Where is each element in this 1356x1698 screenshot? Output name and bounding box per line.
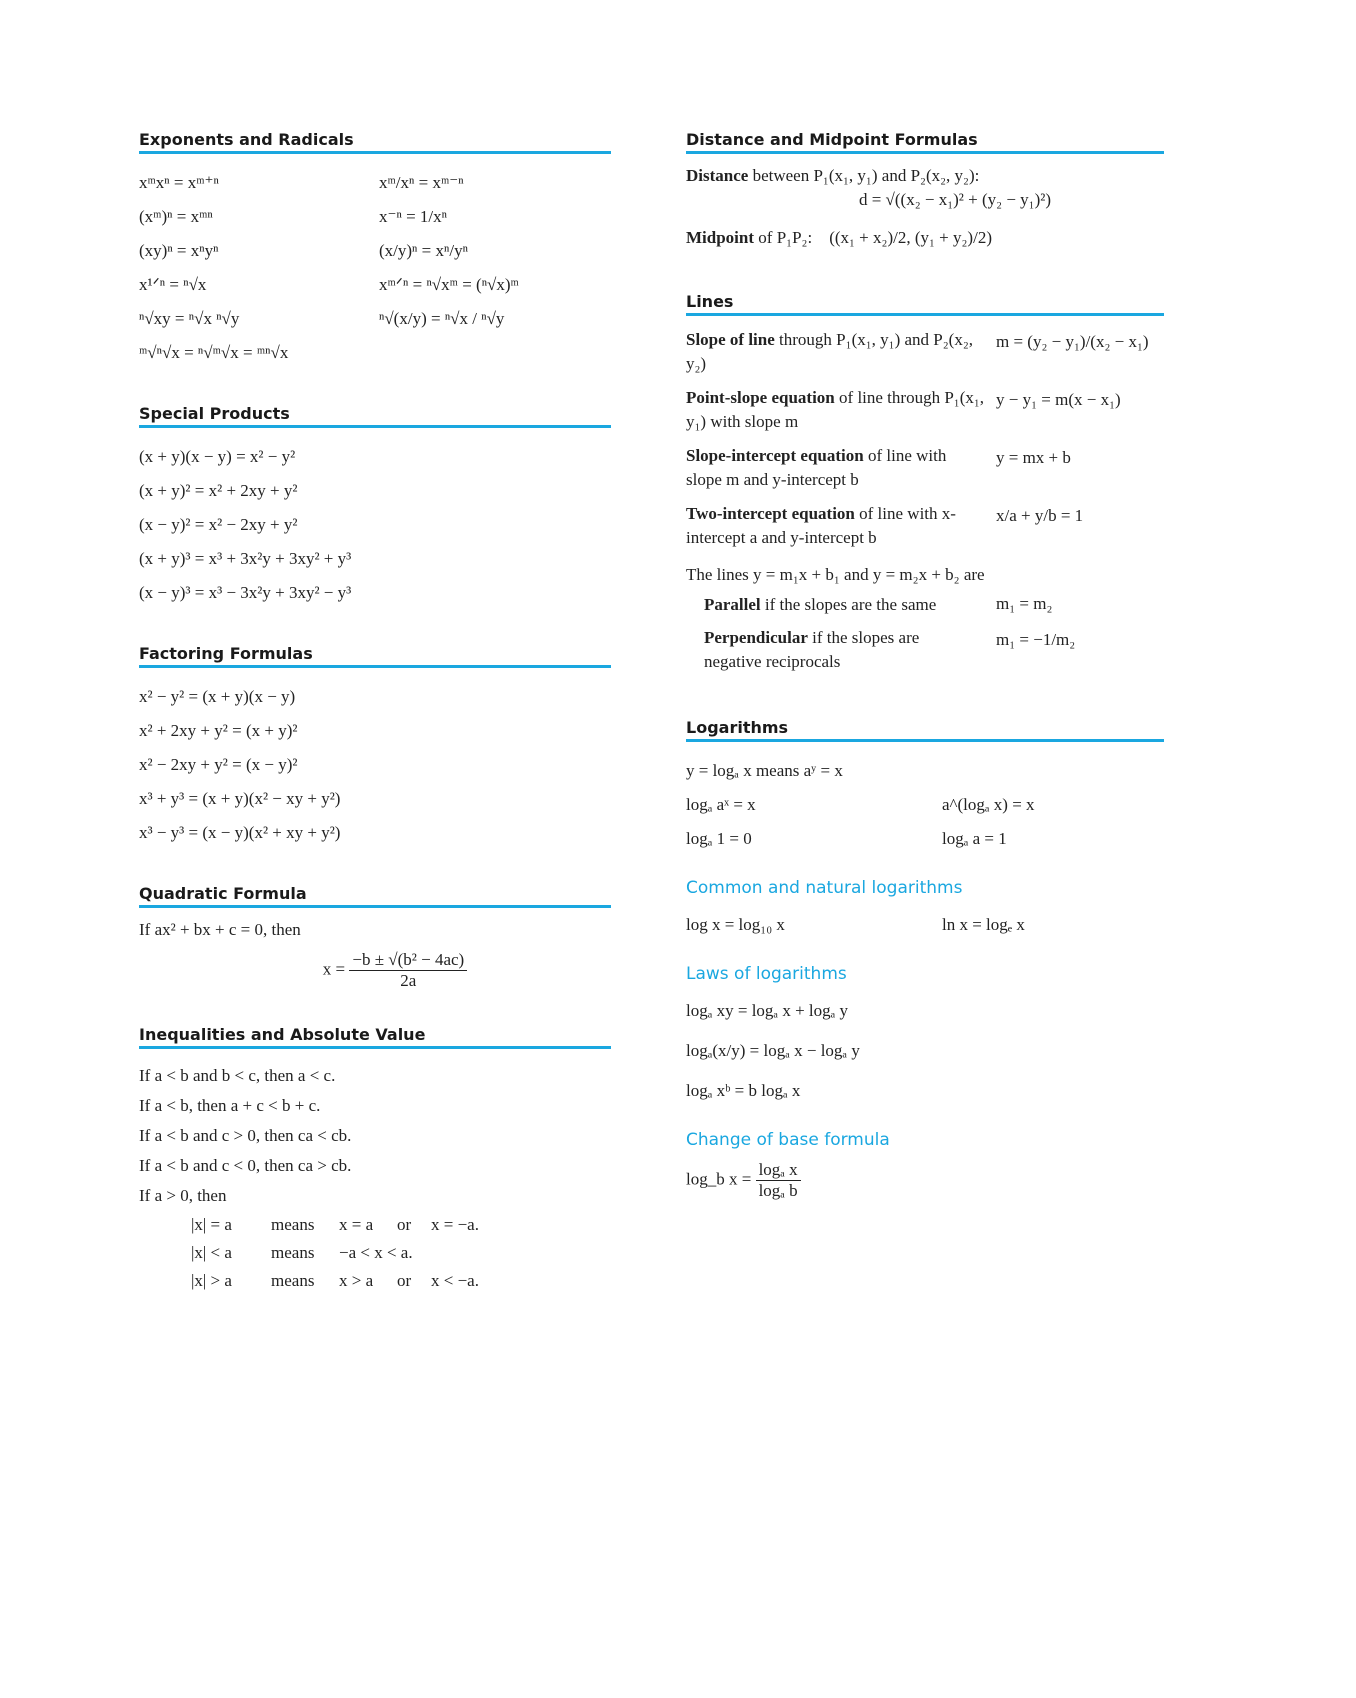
formula: (x + y)² = x² + 2xy + y² [139, 481, 298, 500]
change-base-denominator: logₐ b [758, 1181, 798, 1200]
inequalities-section [139, 1025, 611, 1295]
abs-rhs2: x = −a. [431, 1215, 479, 1234]
distance-section [686, 130, 1164, 258]
abs-lhs: |x| = a [191, 1215, 232, 1234]
lines-eq: x/a + y/b = 1 [996, 506, 1084, 525]
distance-heading: Distance and Midpoint Formulas [686, 130, 1164, 154]
lines-bold: Point-slope equation [686, 388, 835, 407]
inequality-rule: If a > 0, then [139, 1186, 227, 1205]
formula: x¹ᐟⁿ = ⁿ√x [139, 275, 207, 294]
log-formula: y = logₐ x means aʸ = x [686, 761, 843, 780]
left-column [139, 130, 611, 1329]
midpoint-label: Midpoint [686, 228, 755, 247]
log-law: logₐ(x/y) = logₐ x − logₐ y [686, 1041, 860, 1060]
lines-text: of line with x-intercept a and y-intercept b [686, 504, 956, 547]
factoring-section [139, 644, 611, 850]
log-formula: log x = log₁₀ x [686, 915, 785, 934]
logarithms-section [686, 718, 1164, 1201]
lines-bold: Slope of line [686, 330, 775, 349]
lines-text: of line with slope m and y-intercept b [686, 446, 947, 489]
formula: (xy)ⁿ = xⁿyⁿ [139, 241, 219, 260]
abs-means: means [271, 1271, 315, 1290]
abs-lhs: |x| > a [191, 1271, 232, 1290]
quadratic-lhs: x = [322, 959, 346, 979]
quadratic-numerator: −b ± √(b² − 4ac) [349, 950, 467, 971]
abs-means: means [271, 1243, 315, 1262]
lines-bold: Two-intercept equation [686, 504, 855, 523]
abs-or: or [397, 1271, 412, 1290]
distance-label: Distance [686, 166, 749, 185]
parallel-eq: m₁ = m₂ [996, 594, 1053, 613]
abs-row [139, 1267, 611, 1295]
lines-eq: m = (y₂ − y₁)/(x₂ − x₁) [996, 332, 1149, 351]
lines-eq: y − y₁ = m(x − x₁) [996, 390, 1121, 409]
special-products-section [139, 404, 611, 610]
formula: ⁿ√xy = ⁿ√x ⁿ√y [139, 309, 240, 328]
distance-formula: d = √((x₂ − x₁)² + (y₂ − y₁)²) [858, 190, 1052, 209]
change-base-fraction [756, 1160, 801, 1201]
abs-rhs2: x < −a. [431, 1271, 479, 1290]
quadratic-denominator: 2a [400, 971, 417, 990]
quadratic-fraction [349, 950, 467, 991]
laws-heading: Laws of logarithms [686, 964, 847, 984]
distance-description [686, 166, 1164, 186]
parallel-bold: Parallel [704, 595, 761, 614]
perpendicular-eq: m₁ = −1/m₂ [996, 630, 1076, 649]
perpendicular-row [704, 626, 1164, 684]
lines-intro: The lines y = m₁x + b₁ and y = m₂x + b₂ are [686, 565, 985, 584]
midpoint-text: of P₁P₂: [754, 228, 813, 247]
abs-rhs: x = a [339, 1215, 374, 1234]
formula: ᵐ√ⁿ√x = ⁿ√ᵐ√x = ᵐⁿ√x [139, 343, 289, 362]
formula: x⁻ⁿ = 1/xⁿ [379, 207, 447, 226]
formula: (x − y)² = x² − 2xy + y² [139, 515, 298, 534]
abs-rhs: x > a [339, 1271, 374, 1290]
midpoint-row [686, 218, 1164, 258]
lines-text: through P₁(x₁, y₁) and P₂(x₂, y₂) [686, 330, 974, 373]
lines-bold: Slope-intercept equation [686, 446, 864, 465]
inequality-rule: If a < b, then a + c < b + c. [139, 1096, 321, 1115]
lines-row [686, 502, 1164, 560]
abs-rhs: −a < x < a. [339, 1243, 413, 1262]
logarithms-heading: Logarithms [686, 718, 1164, 742]
lines-heading: Lines [686, 292, 1164, 316]
perpendicular-text: if the slopes are negative reciprocals [704, 628, 920, 671]
quadratic-section [139, 884, 611, 991]
perpendicular-bold: Perpendicular [704, 628, 808, 647]
exponents-heading: Exponents and Radicals [139, 130, 611, 154]
log-formula: logₐ a = 1 [942, 829, 1007, 848]
formula: x² − y² = (x + y)(x − y) [139, 687, 296, 706]
formula: x² + 2xy + y² = (x + y)² [139, 721, 298, 740]
change-base-heading: Change of base formula [686, 1130, 890, 1150]
abs-row [139, 1211, 611, 1239]
parallel-text: if the slopes are the same [760, 595, 937, 614]
formula: xᵐxⁿ = xᵐ⁺ⁿ [139, 173, 219, 192]
formula: (x − y)³ = x³ − 3x²y + 3xy² − y³ [139, 583, 352, 602]
log-formula: ln x = logₑ x [942, 915, 1025, 934]
parallel-row [704, 590, 1164, 626]
midpoint-formula: ((x₁ + x₂)/2, (y₁ + y₂)/2) [829, 228, 992, 247]
lines-eq: y = mx + b [996, 448, 1071, 467]
abs-means: means [271, 1215, 315, 1234]
log-formula: a^(logₐ x) = x [942, 795, 1035, 814]
formula: x³ + y³ = (x + y)(x² − xy + y²) [139, 789, 341, 808]
log-formula: logₐ 1 = 0 [686, 829, 752, 848]
change-base-numerator: logₐ x [756, 1160, 801, 1181]
exponents-section [139, 130, 611, 370]
formula: xᵐ/xⁿ = xᵐ⁻ⁿ [379, 173, 464, 192]
special-products-heading: Special Products [139, 404, 611, 428]
lines-section [686, 292, 1164, 684]
lines-text: of line through P₁(x₁, y₁) with slope m [686, 388, 985, 431]
log-law: logₐ xᵇ = b logₐ x [686, 1081, 801, 1100]
quadratic-intro: If ax² + bx + c = 0, then [139, 920, 301, 939]
formula: ⁿ√(x/y) = ⁿ√x / ⁿ√y [379, 309, 505, 328]
lines-row [686, 386, 1164, 444]
formula: (x/y)ⁿ = xⁿ/yⁿ [379, 241, 468, 260]
distance-text: between P₁(x₁, y₁) and P₂(x₂, y₂): [748, 166, 980, 185]
quadratic-formula [179, 950, 611, 991]
formula: x² − 2xy + y² = (x − y)² [139, 755, 298, 774]
lines-row [686, 328, 1164, 386]
log-law: logₐ xy = logₐ x + logₐ y [686, 1001, 849, 1020]
abs-or: or [397, 1215, 412, 1234]
formula: x³ − y³ = (x − y)(x² + xy + y²) [139, 823, 341, 842]
formula: (x + y)(x − y) = x² − y² [139, 447, 296, 466]
abs-lhs: |x| < a [191, 1243, 232, 1262]
right-column [686, 130, 1164, 1235]
change-base-formula [686, 1160, 1164, 1201]
lines-row [686, 444, 1164, 502]
common-log-heading: Common and natural logarithms [686, 878, 963, 898]
formula: (x + y)³ = x³ + 3x²y + 3xy² + y³ [139, 549, 352, 568]
inequality-rule: If a < b and c > 0, then ca < cb. [139, 1126, 352, 1145]
formula: xᵐᐟⁿ = ⁿ√xᵐ = (ⁿ√x)ᵐ [379, 275, 519, 294]
change-base-lhs: log_b x = [686, 1169, 752, 1189]
formula: (xᵐ)ⁿ = xᵐⁿ [139, 207, 213, 226]
abs-row [139, 1239, 611, 1267]
inequality-rule: If a < b and c < 0, then ca > cb. [139, 1156, 352, 1175]
log-formula: logₐ aˣ = x [686, 795, 756, 814]
factoring-heading: Factoring Formulas [139, 644, 611, 668]
inequalities-heading: Inequalities and Absolute Value [139, 1025, 611, 1049]
inequality-rule: If a < b and b < c, then a < c. [139, 1066, 336, 1085]
quadratic-heading: Quadratic Formula [139, 884, 611, 908]
